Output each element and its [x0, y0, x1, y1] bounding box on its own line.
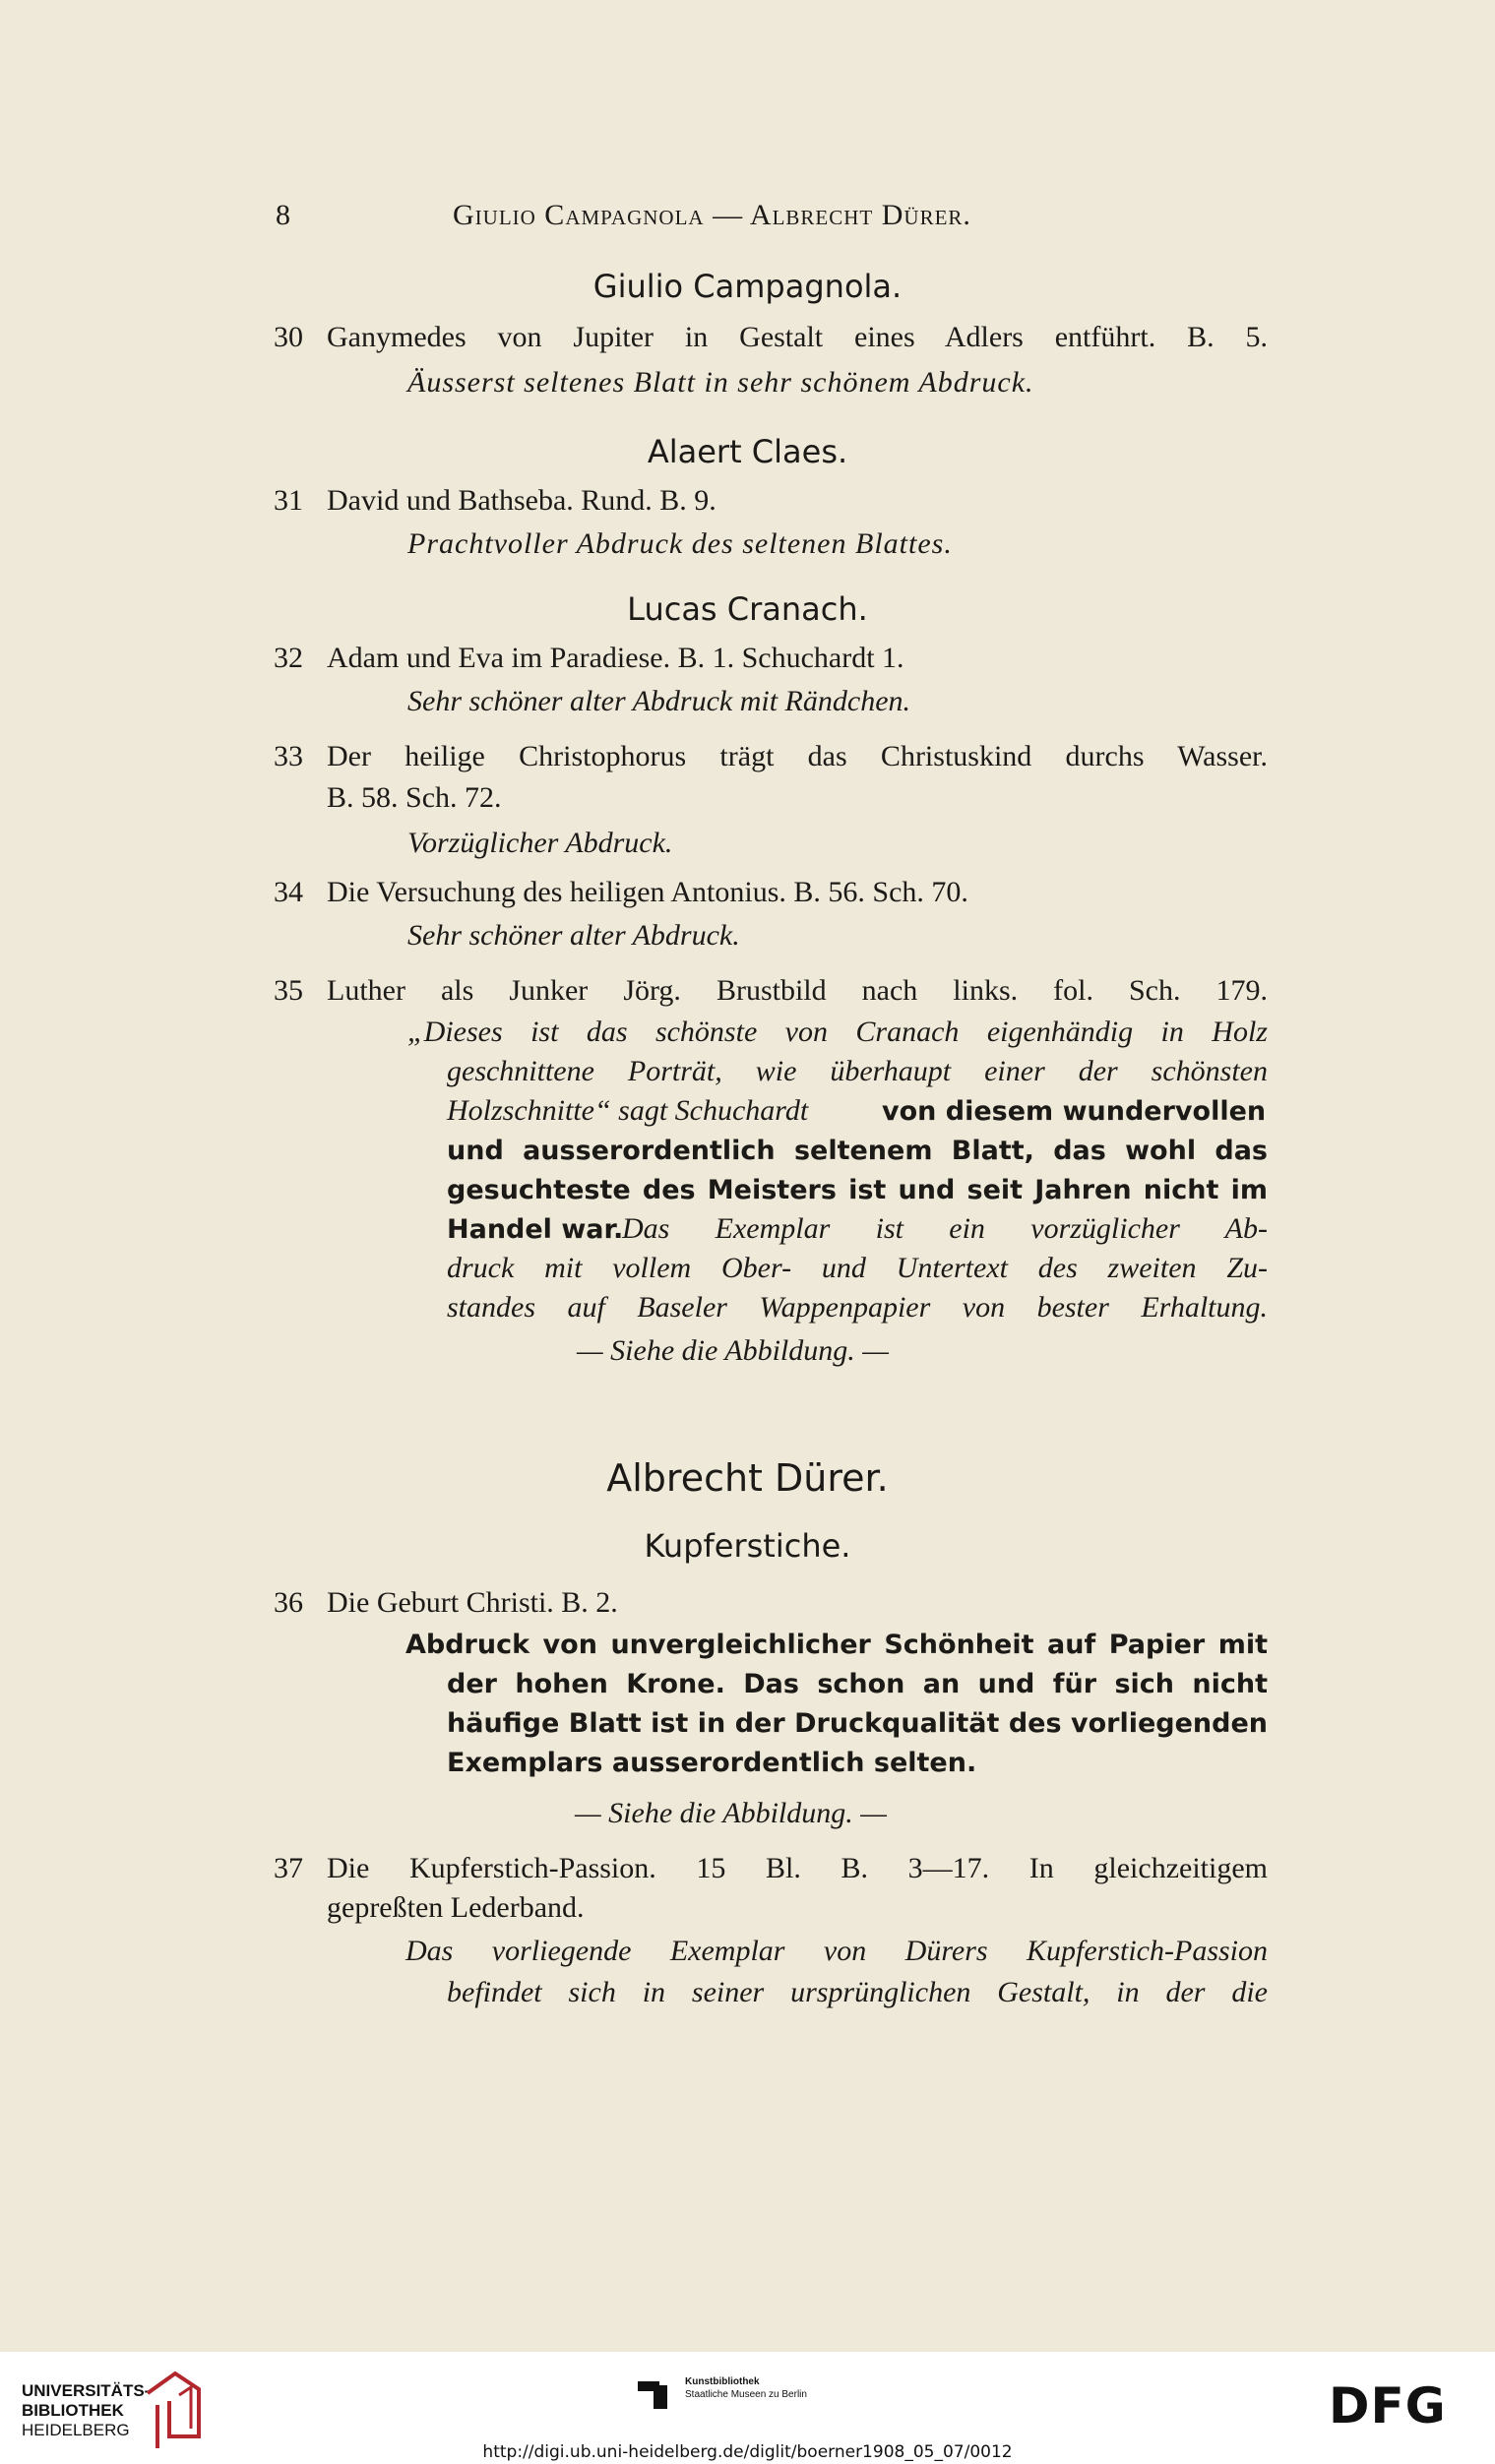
entry-note: Sehr schöner alter Abdruck. [407, 919, 740, 952]
entry-title: Die Kupferstich-Passion. 15 Bl. B. 3—17. In gleichzeitigem [327, 1852, 1268, 1884]
university-line: UNIVERSITÄTS- [22, 2381, 151, 2400]
university-line: HEIDELBERG [22, 2421, 130, 2439]
university-library-label [22, 2381, 150, 2440]
entry-description-line: Exemplars ausserordentlich selten. [447, 1748, 977, 1778]
entry-description-line: standes auf Baseler Wappenpapier von bester Erhaltung. [447, 1291, 1268, 1324]
section-heading-durer: Albrecht Dürer. [606, 1456, 889, 1500]
entry-number: 37 [274, 1852, 303, 1884]
entry-number: 31 [274, 484, 303, 517]
entry-description-line: und ausserordentlich seltenem Blatt, das wohl das [447, 1136, 1268, 1166]
entry-description-line: der hohen Krone. Das schon an und für sich nicht [447, 1669, 1268, 1699]
entry-title-continued: gepreßten Lederband. [327, 1891, 585, 1924]
section-heading-campagnola: Giulio Campagnola. [592, 268, 903, 305]
entry-note: Sehr schöner alter Abdruck mit Rändchen. [407, 685, 911, 717]
entry-title: Adam und Eva im Paradiese. B. 1. Schuchardt 1. [327, 642, 904, 674]
entry-number: 32 [274, 642, 303, 674]
entry-description-line: von diesem wundervollen [882, 1096, 1267, 1127]
entry-note: Vorzüglicher Abdruck. [407, 827, 673, 859]
entry-description-line: Holzschnitte“ sagt Schuchardt [447, 1094, 809, 1127]
section-heading-cranach: Lucas Cranach. [627, 590, 868, 628]
digital-library-url[interactable]: http://digi.ub.uni-heidelberg.de/diglit/boerner1908_05_07/0012 [482, 2442, 1013, 2462]
entry-title: David und Bathseba. Rund. B. 9. [327, 484, 716, 517]
running-title: Giulio Campagnola — Albrecht Dürer. [453, 199, 971, 231]
entry-description-line: Das Exemplar ist ein vorzüglicher Ab- [622, 1212, 1268, 1245]
entry-number: 30 [274, 321, 303, 353]
entry-title: Die Geburt Christi. B. 2. [327, 1586, 618, 1619]
entry-title: Die Versuchung des heiligen Antonius. B. 56. Sch. 70. [327, 876, 968, 908]
entry-note: Äusserst seltenes Blatt in sehr schönem Abdruck. [407, 366, 1034, 399]
entry-title: Ganymedes von Jupiter in Gestalt eines Adlers entführt. B. 5. [327, 321, 1268, 353]
entry-description-line: geschnittene Porträt, wie überhaupt einer der schönsten [447, 1055, 1268, 1087]
university-line: BIBLIOTHEK [22, 2401, 124, 2420]
dfg-logo: DFG [1329, 2377, 1447, 2434]
entry-description-line: gesuchteste des Meisters ist und seit Jahren nicht im [447, 1175, 1268, 1205]
entry-description-line: häufige Blatt ist in der Druckqualität des vorliegenden [447, 1708, 1268, 1739]
entry-number: 36 [274, 1586, 303, 1619]
footer-bar [0, 2352, 1495, 2464]
section-heading-claes: Alaert Claes. [647, 433, 848, 470]
entry-note: Prachtvoller Abdruck des seltenen Blattes. [407, 527, 953, 560]
entry-title: Luther als Junker Jörg. Brustbild nach links. fol. Sch. 179. [327, 974, 1268, 1007]
entry-title: Der heilige Christophorus trägt das Christuskind durchs Wasser. [327, 740, 1268, 772]
see-illustration-note: — Siehe die Abbildung. — [577, 1334, 889, 1367]
kb-line: Staatliche Museen zu Berlin [685, 2389, 807, 2400]
kunstbibliothek-logo [638, 2375, 807, 2416]
entry-reference: B. 58. Sch. 72. [327, 781, 502, 814]
entry-description-line: druck mit vollem Ober- und Untertext des zweiten Zu- [447, 1252, 1268, 1284]
entry-description-line: „Dieses ist das schönste von Cranach eigenhändig in Holz [407, 1016, 1268, 1048]
entry-description-line: Handel war. [447, 1214, 624, 1245]
entry-description-line: Das vorliegende Exemplar von Dürers Kupferstich-Passion [405, 1935, 1268, 1967]
kunstbibliothek-icon [638, 2375, 677, 2411]
entry-number: 35 [274, 974, 303, 1007]
entry-number: 34 [274, 876, 303, 908]
entry-number: 33 [274, 740, 303, 772]
entry-description-line: Abdruck von unvergleichlicher Schönheit auf Papier mit [405, 1630, 1268, 1660]
page-number: 8 [276, 199, 290, 231]
entry-description-line: befindet sich in seiner ursprünglichen Gestalt, in der die [447, 1976, 1268, 2008]
subsection-heading-kupferstiche: Kupferstiche. [644, 1527, 851, 1565]
university-logo-icon [140, 2366, 209, 2450]
see-illustration-note: — Siehe die Abbildung. — [575, 1797, 887, 1829]
kb-line: Kunstbibliothek [685, 2376, 760, 2387]
